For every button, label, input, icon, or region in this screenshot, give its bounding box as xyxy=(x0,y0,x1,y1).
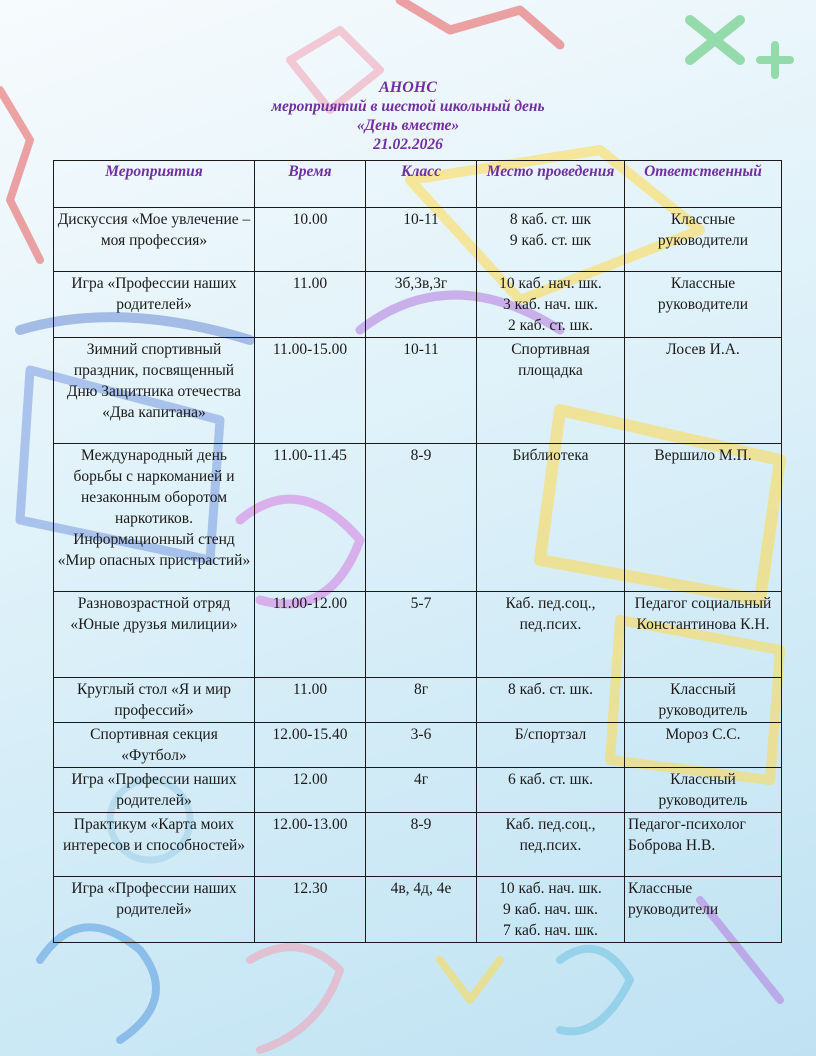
time-cell: 12.00-13.00 xyxy=(255,813,366,877)
place-line: 6 каб. ст. шк. xyxy=(507,771,593,788)
schedule-table xyxy=(53,160,782,943)
class-cell: 4в, 4д, 4е xyxy=(366,877,477,943)
place-cell xyxy=(477,813,625,877)
time-cell: 11.00-12.00 xyxy=(255,592,366,678)
time-cell: 11.00 xyxy=(255,678,366,723)
event-cell: Практикум «Карта моих интересов и способностей» xyxy=(54,813,255,877)
event-cell: Круглый стол «Я и мир профессий» xyxy=(54,678,255,723)
responsible-line: Классные руководители xyxy=(657,275,749,313)
place-cell xyxy=(477,272,625,338)
table-row xyxy=(54,272,782,338)
event-cell: Разновозрастной отряд «Юные друзья милиции» xyxy=(54,592,255,678)
responsible-cell xyxy=(625,768,782,813)
responsible-cell xyxy=(625,678,782,723)
place-cell xyxy=(477,208,625,272)
table-row xyxy=(54,768,782,813)
document-header xyxy=(0,78,816,154)
time-cell: 12.00-15.40 xyxy=(255,723,366,768)
document-subtitle: мероприятий в шестой школьный день xyxy=(271,98,545,115)
class-cell: 5-7 xyxy=(366,592,477,678)
table-row xyxy=(54,813,782,877)
place-line: 8 каб. ст. шк xyxy=(509,211,592,228)
responsible-cell xyxy=(625,338,782,444)
table-row xyxy=(54,678,782,723)
table-row xyxy=(54,444,782,592)
place-cell xyxy=(477,592,625,678)
place-line: 3 каб. нач. шк. xyxy=(503,296,598,313)
place-cell xyxy=(477,338,625,444)
event-cell: Зимний спортивный праздник, посвященный Дню Защитника отечества «Два капитана» xyxy=(54,338,255,444)
place-cell xyxy=(477,877,625,943)
place-line: Каб. пед.соц., пед.псих. xyxy=(505,595,596,633)
column-header-class: Класс xyxy=(366,161,477,208)
time-cell: 12.30 xyxy=(255,877,366,943)
table-row xyxy=(54,723,782,768)
place-cell xyxy=(477,678,625,723)
place-line: Библиотека xyxy=(512,447,589,464)
responsible-cell xyxy=(625,272,782,338)
responsible-cell xyxy=(625,444,782,592)
place-line: Б/спортзал xyxy=(514,726,587,743)
class-cell: 8-9 xyxy=(366,444,477,592)
class-cell: 8г xyxy=(366,678,477,723)
table-row xyxy=(54,338,782,444)
time-cell: 11.00 xyxy=(255,272,366,338)
class-cell: 8-9 xyxy=(366,813,477,877)
place-line: Каб. пед.соц., пед.псих. xyxy=(505,816,596,854)
place-line: 10 каб. нач. шк. xyxy=(499,880,602,897)
event-cell: Дискуссия «Мое увлечение – моя профессия» xyxy=(54,208,255,272)
place-line: 9 каб. нач. шк. xyxy=(503,901,598,918)
responsible-line: Педагог социальный Константинова К.Н. xyxy=(634,595,772,633)
table-header-row xyxy=(54,161,782,208)
place-cell xyxy=(477,723,625,768)
responsible-cell xyxy=(625,723,782,768)
place-line: 8 каб. ст. шк. xyxy=(507,681,593,698)
place-line: 9 каб. ст. шк xyxy=(509,232,592,249)
place-line: 7 каб. нач. шк. xyxy=(503,922,598,939)
column-header-responsible: Ответственный xyxy=(625,161,782,208)
responsible-line: Вершило М.П. xyxy=(654,447,752,464)
place-line: 2 каб. ст. шк. xyxy=(507,317,593,334)
responsible-cell xyxy=(625,208,782,272)
event-cell: Игра «Профессии наших родителей» xyxy=(54,272,255,338)
class-cell: 10-11 xyxy=(366,208,477,272)
class-cell: 3б,3в,3г xyxy=(366,272,477,338)
table-row xyxy=(54,877,782,943)
document-title: АНОНС xyxy=(379,79,437,96)
time-cell: 11.00-11.45 xyxy=(255,444,366,592)
class-cell: 10-11 xyxy=(366,338,477,444)
responsible-line: Классные руководители xyxy=(628,880,719,918)
responsible-line: Педагог-психолог xyxy=(628,816,746,833)
place-cell xyxy=(477,768,625,813)
responsible-cell xyxy=(625,813,782,877)
time-cell: 12.00 xyxy=(255,768,366,813)
time-cell: 11.00-15.00 xyxy=(255,338,366,444)
responsible-line: Боброва Н.В. xyxy=(628,837,716,854)
table-body xyxy=(54,208,782,943)
responsible-line: Мороз С.С. xyxy=(665,726,741,743)
responsible-line: Классный руководитель xyxy=(658,771,748,809)
class-cell: 3-6 xyxy=(366,723,477,768)
responsible-cell xyxy=(625,877,782,943)
event-cell: Спортивная секция «Футбол» xyxy=(54,723,255,768)
responsible-line: Классный руководитель xyxy=(658,681,748,719)
event-name: «День вместе» xyxy=(356,117,460,134)
time-cell: 10.00 xyxy=(255,208,366,272)
table-row xyxy=(54,208,782,272)
responsible-line: Классные руководители xyxy=(657,211,749,249)
event-cell: Международный день борьбы с наркоманией и незаконным оборотом наркотиков. Информационный стенд «Мир опасных пристрастий» xyxy=(54,444,255,592)
place-line: 10 каб. нач. шк. xyxy=(499,275,602,292)
column-header-place: Место проведения xyxy=(477,161,625,208)
column-header-event: Мероприятия xyxy=(54,161,255,208)
place-line: Спортивная площадка xyxy=(511,341,590,379)
event-cell: Игра «Профессии наших родителей» xyxy=(54,768,255,813)
class-cell: 4г xyxy=(366,768,477,813)
column-header-time: Время xyxy=(255,161,366,208)
responsible-line: Лосев И.А. xyxy=(666,341,740,358)
place-cell xyxy=(477,444,625,592)
table-row xyxy=(54,592,782,678)
event-date: 21.02.2026 xyxy=(373,136,443,153)
responsible-cell xyxy=(625,592,782,678)
event-cell: Игра «Профессии наших родителей» xyxy=(54,877,255,943)
